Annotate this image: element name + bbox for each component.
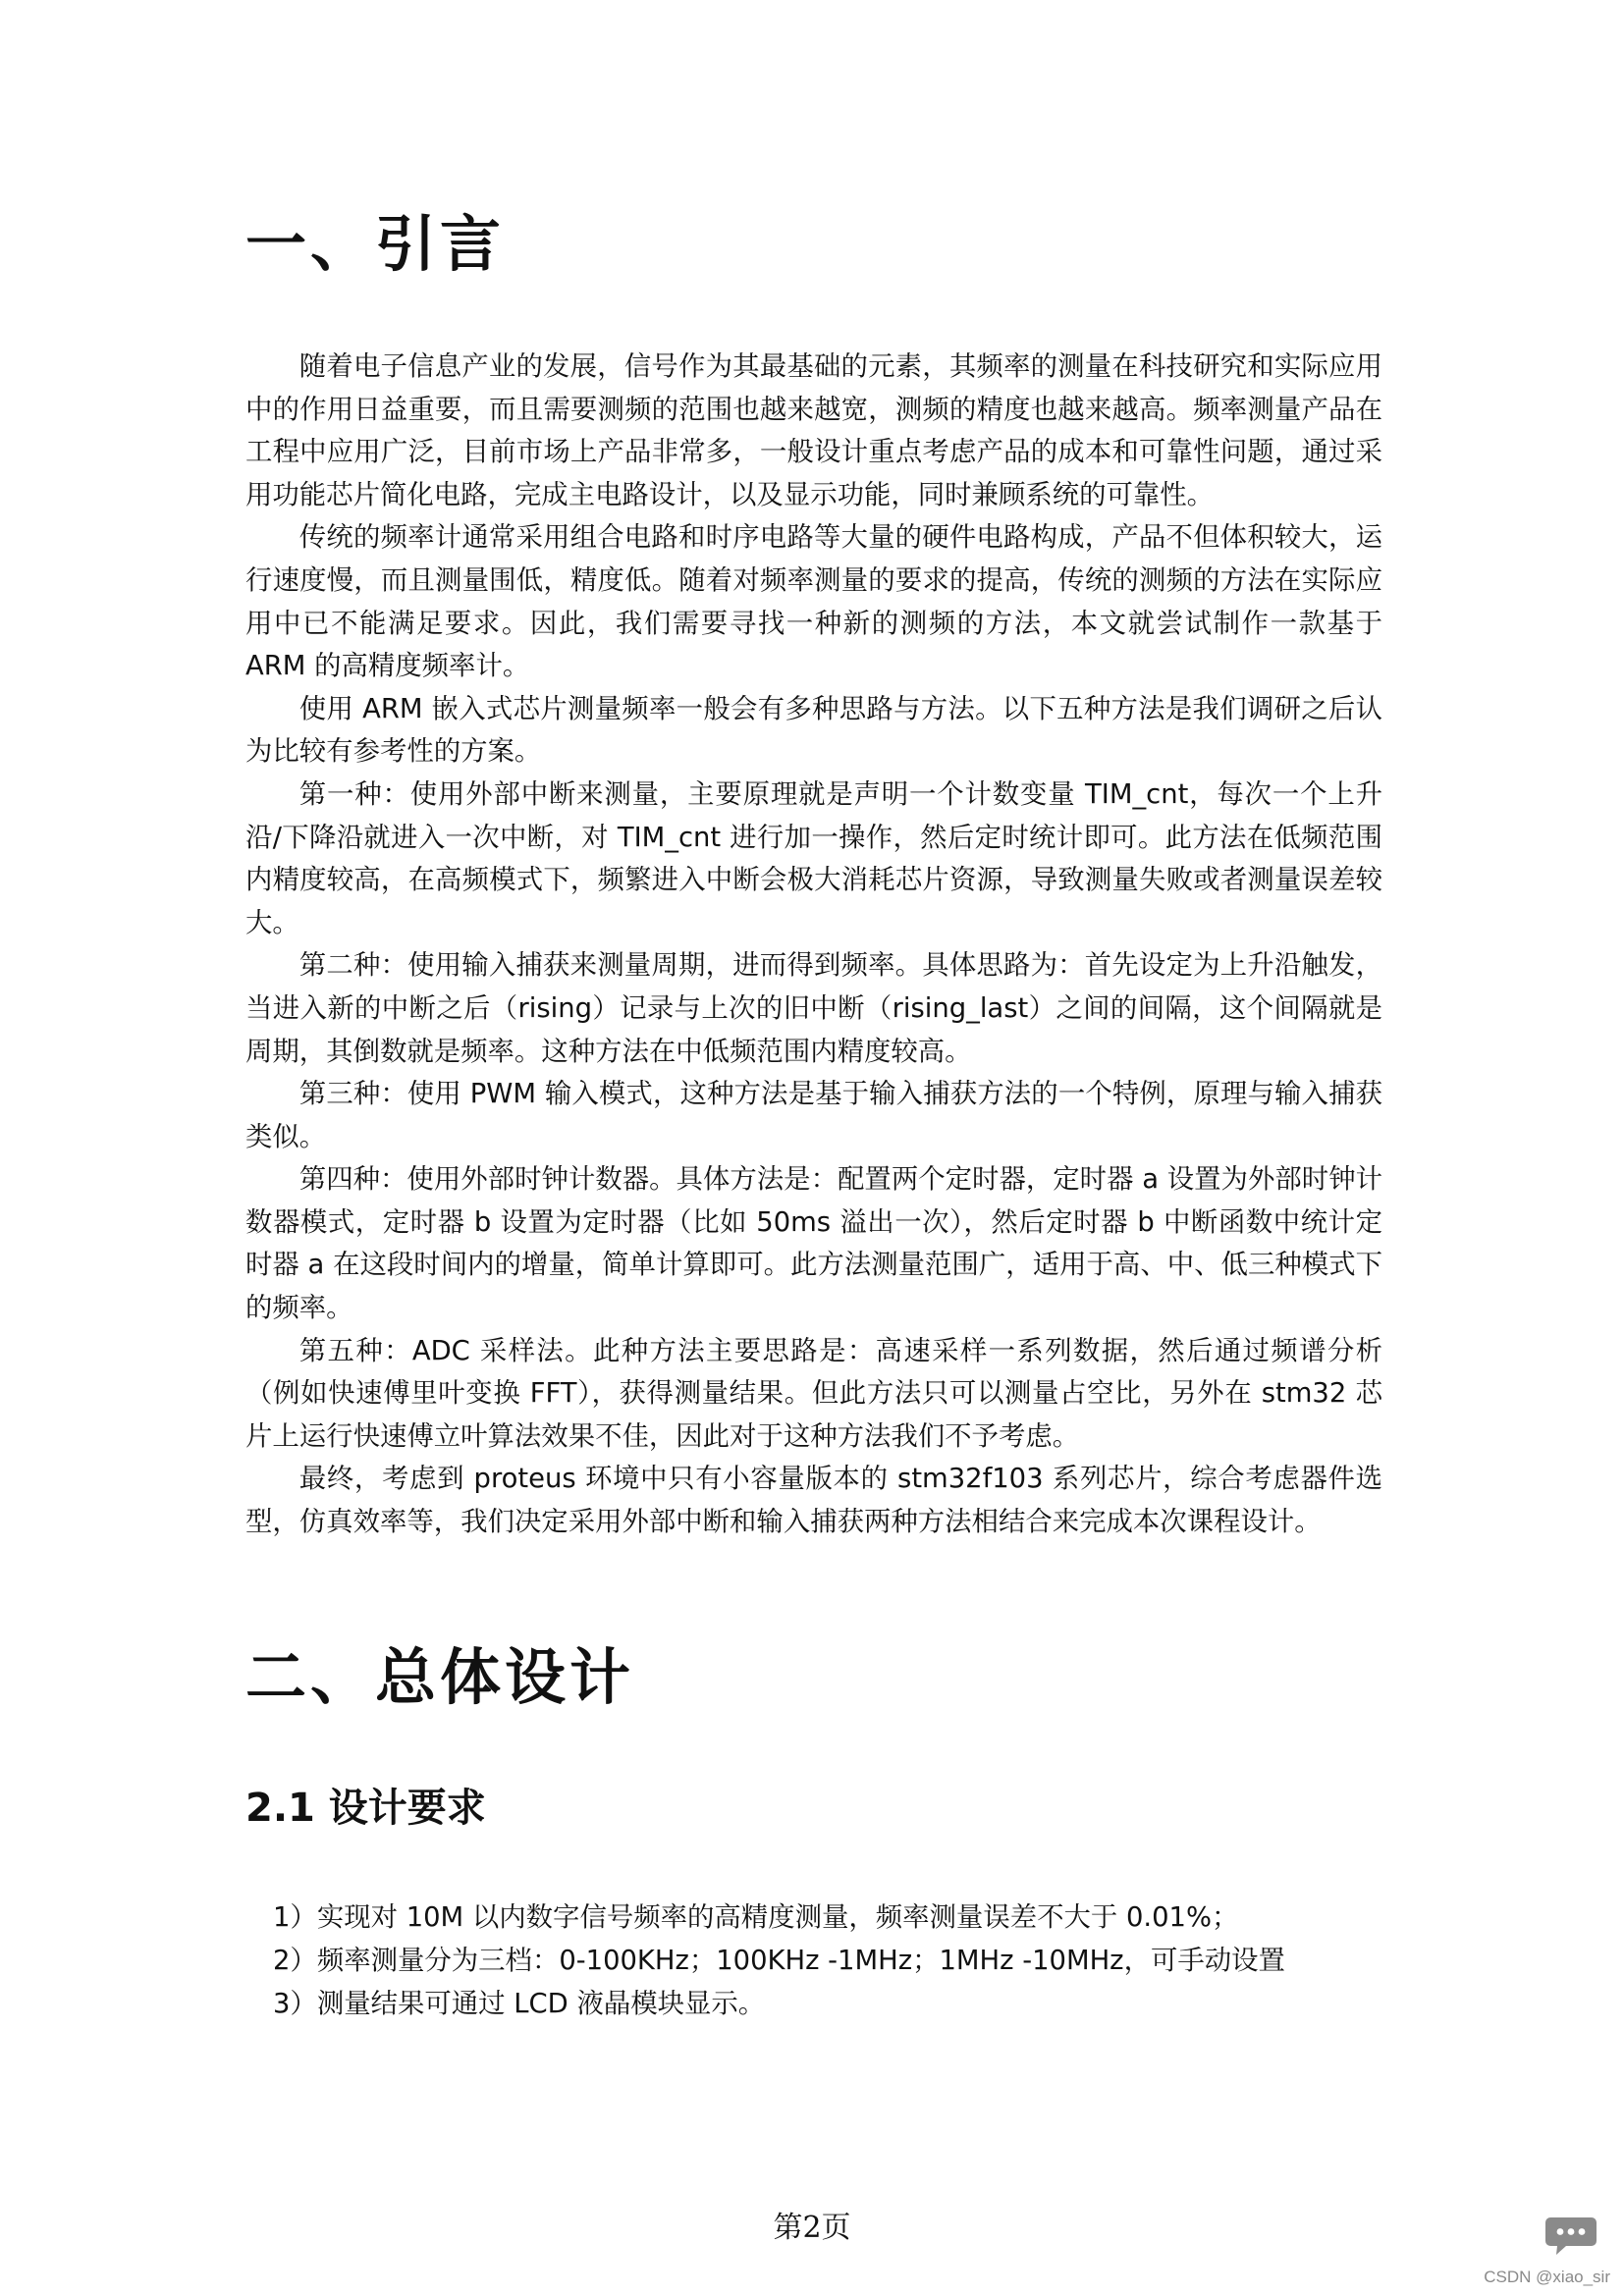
paragraph: 第五种：ADC 采样法。此种方法主要思路是：高速采样一系列数据，然后通过频谱分析（例如快速傅里叶变换 FFT），获得测量结果。但此方法只可以测量占空比，另外在 stm32 芯片上运行快速傅立叶算法效果不佳，因此对于这种方法我们不予考虑。 <box>245 1335 1382 1452</box>
list-item: 1）实现对 10M 以内数字信号频率的高精度测量，频率测量误差不大于 0.01%； <box>273 1902 1239 1933</box>
watermark-text: CSDN @xiao_sir <box>1484 2268 1610 2286</box>
section-heading-intro: 一、引言 <box>245 208 506 280</box>
list-item: 2）频率测量分为三档：0-100KHz；100KHz -1MHz；1MHz -10MHz，可手动设置 <box>273 1946 1285 1976</box>
paragraph: 第三种：使用 PWM 输入模式，这种方法是基于输入捕获方法的一个特例，原理与输入捕获类似。 <box>245 1079 1382 1152</box>
page-number: 第2页 <box>773 2211 851 2245</box>
paragraph: 使用 ARM 嵌入式芯片测量频率一般会有多种思路与方法。以下五种方法是我们调研之后认为比较有参考性的方案。 <box>245 693 1382 768</box>
chat-bubble-icon[interactable] <box>1544 2214 1597 2257</box>
paragraph: 传统的频率计通常采用组合电路和时序电路等大量的硬件电路构成，产品不但体积较大，运行速度慢，而且测量围低，精度低。随着对频率测量的要求的提高，传统的测频的方法在实际应用中已不能满足要求。因此，我们需要寻找一种新的测频的方法，本文就尝试制作一款基于 ARM 的高精度频率计。 <box>245 522 1382 682</box>
section-heading-design: 二、总体设计 <box>245 1641 635 1713</box>
subsection-heading-requirements: 2.1 设计要求 <box>245 1786 486 1831</box>
intro-body <box>245 346 1382 1544</box>
paragraph: 随着电子信息产业的发展，信号作为其最基础的元素，其频率的测量在科技研究和实际应用中的作用日益重要，而且需要测频的范围也越来越宽，测频的精度也越来越高。频率测量产品在工程中应用广泛，目前市场上产品非常多，一般设计重点考虑产品的成本和可靠性问题，通过采用功能芯片简化电路，完成主电路设计，以及显示功能，同时兼顾系统的可靠性。 <box>245 351 1382 510</box>
paragraph: 第四种：使用外部时钟计数器。具体方法是：配置两个定时器，定时器 a 设置为外部时钟计数器模式，定时器 b 设置为定时器（比如 50ms 溢出一次），然后定时器 b 中断函数中统计定时器 a 在这段时间内的增量，简单计算即可。此方法测量范围广，适用于高、中、低三种模式下的频率。 <box>245 1164 1382 1324</box>
paragraph: 第二种：使用输入捕获来测量周期，进而得到频率。具体思路为：首先设定为上升沿触发，当进入新的中断之后（rising）记录与上次的旧中断（rising_last）之间的间隔，这个间隔就是周期，其倒数就是频率。这种方法在中低频范围内精度较高。 <box>245 950 1382 1067</box>
list-item: 3）测量结果可通过 LCD 液晶模块显示。 <box>273 1989 766 2019</box>
paragraph: 最终，考虑到 proteus 环境中只有小容量版本的 stm32f103 系列芯片，综合考虑器件选型，仿真效率等，我们决定采用外部中断和输入捕获两种方法相结合来完成本次课程设计。 <box>245 1464 1382 1538</box>
requirements-list <box>273 1896 1373 2026</box>
paragraph: 第一种：使用外部中断来测量，主要原理就是声明一个计数变量 TIM_cnt，每次一个上升沿/下降沿就进入一次中断，对 TIM_cnt 进行加一操作，然后定时统计即可。此方法在低频范围内精度较高，在高频模式下，频繁进入中断会极大消耗芯片资源，导致测量失败或者测量误差较大。 <box>245 778 1382 938</box>
